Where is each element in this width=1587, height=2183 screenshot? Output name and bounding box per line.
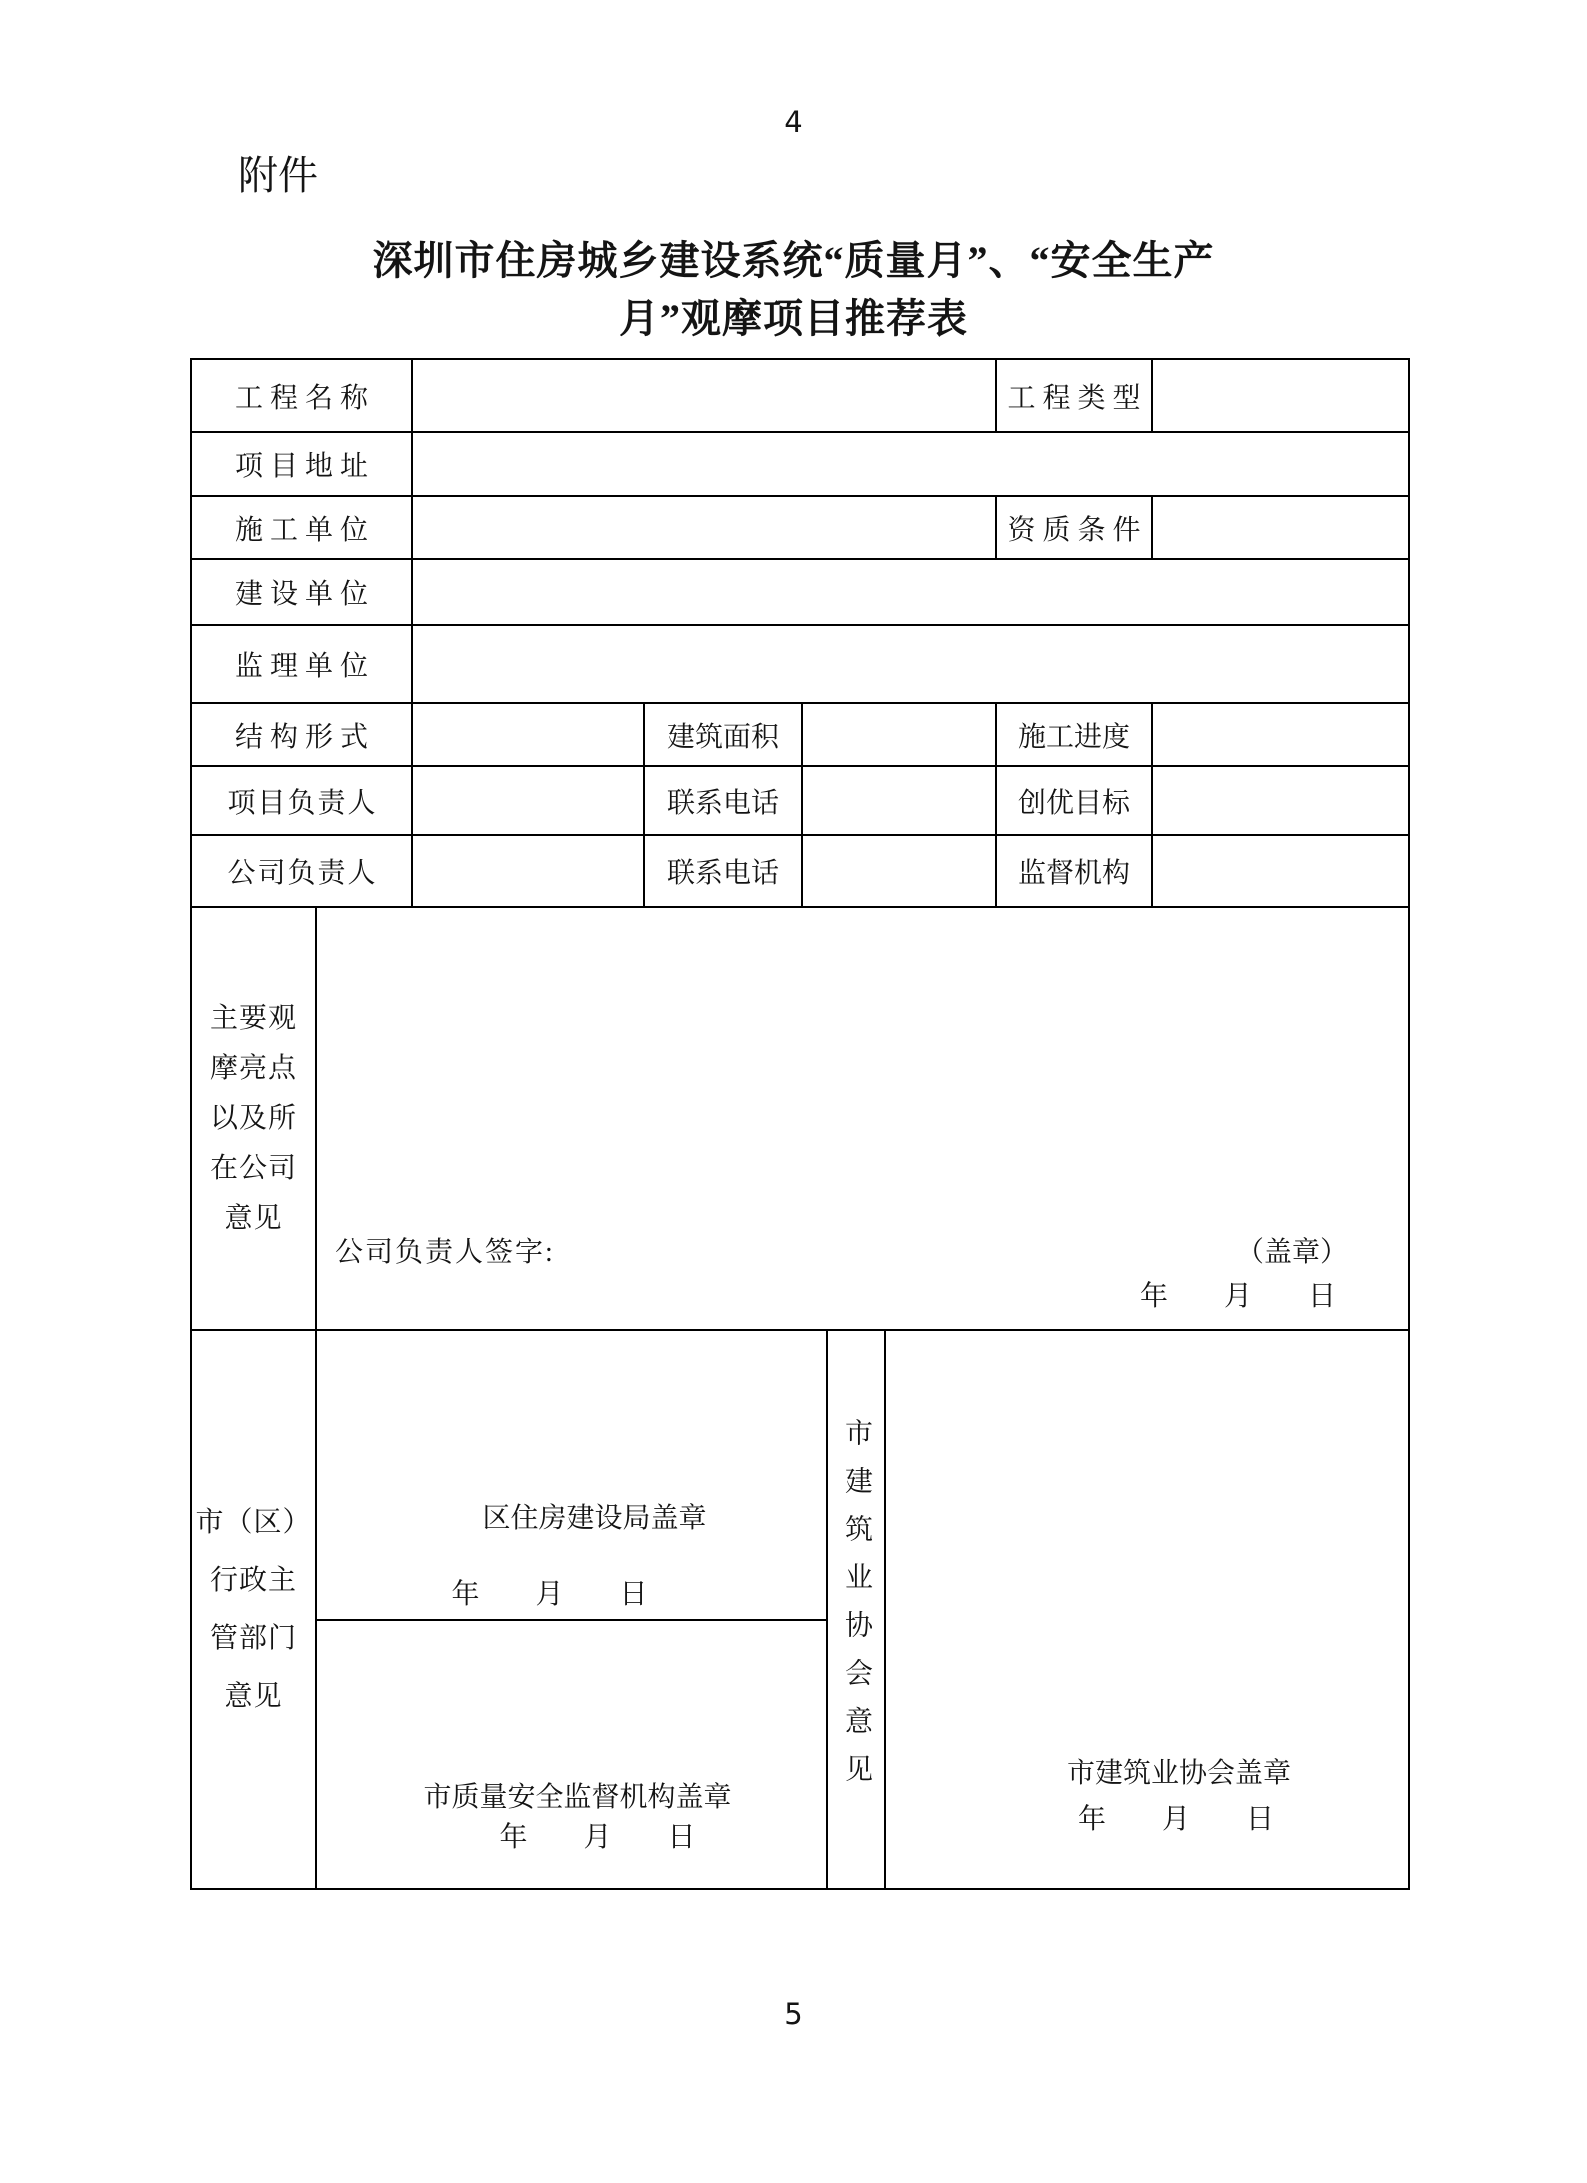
admin-dept-opinion-label: 市（区） 行政主 管部门 意见	[192, 1331, 317, 1888]
district-bureau-opinion-cell[interactable]	[317, 1331, 826, 1621]
highlights-label: 主要观 摩亮点 以及所 在公司 意见	[192, 908, 317, 1331]
document-title-line1: 深圳市住房城乡建设系统“质量月”、“安全生产	[372, 238, 1215, 283]
project-leader-label: 项目负责人	[192, 767, 413, 836]
attachment-label: 附件	[238, 154, 318, 198]
qualification-value-cell[interactable]	[1153, 497, 1408, 560]
project-name-value-cell[interactable]	[413, 360, 997, 433]
supervision-unit-label: 监理单位	[192, 626, 413, 704]
supervisory-agency-value-cell[interactable]	[1153, 836, 1408, 908]
row-highlights	[192, 908, 1408, 1331]
construction-unit-value-cell[interactable]	[413, 497, 997, 560]
development-unit-label: 建设单位	[192, 560, 413, 626]
development-unit-value-cell[interactable]	[413, 560, 1408, 626]
document-title	[0, 232, 1587, 348]
row-development-unit	[192, 560, 1408, 626]
project-type-value-cell[interactable]	[1153, 360, 1408, 433]
quality-agency-opinion-cell[interactable]	[317, 1621, 826, 1888]
company-leader-label: 公司负责人	[192, 836, 413, 908]
supervisory-agency-label: 监督机构	[997, 836, 1153, 908]
company-seal-hint: （盖章）	[1235, 1237, 1348, 1268]
excellence-goal-label: 创优目标	[997, 767, 1153, 836]
page-number-top: 4	[784, 105, 803, 139]
contact-phone-2-label: 联系电话	[645, 836, 803, 908]
association-opinion-cell[interactable]	[886, 1331, 1408, 1888]
association-opinion-vertical-label: 市建筑业协会意见	[841, 1417, 872, 1802]
row-structure-type	[192, 704, 1408, 767]
construction-progress-value-cell[interactable]	[1153, 704, 1408, 767]
association-opinion-label-cell	[828, 1331, 886, 1888]
excellence-goal-value-cell[interactable]	[1153, 767, 1408, 836]
admin-dept-opinion-cells	[317, 1331, 828, 1888]
contact-phone-1-value-cell[interactable]	[803, 767, 997, 836]
contact-phone-2-value-cell[interactable]	[803, 836, 997, 908]
project-name-label: 工程名称	[192, 360, 413, 433]
association-date-placeholder: 年 月 日	[1077, 1804, 1274, 1835]
project-address-value-cell[interactable]	[413, 433, 1408, 497]
company-date-placeholder: 年 月 日	[1139, 1281, 1336, 1312]
row-project-name	[192, 360, 1408, 433]
row-construction-unit	[192, 497, 1408, 560]
project-leader-value-cell[interactable]	[413, 767, 645, 836]
supervision-unit-value-cell[interactable]	[413, 626, 1408, 704]
contact-phone-1-label: 联系电话	[645, 767, 803, 836]
district-bureau-date-placeholder: 年 月 日	[451, 1579, 648, 1610]
association-seal-label: 市建筑业协会盖章	[1066, 1758, 1291, 1789]
quality-agency-date-placeholder: 年 月 日	[499, 1822, 696, 1853]
page-number-bottom: 5	[784, 1997, 803, 2031]
company-leader-value-cell[interactable]	[413, 836, 645, 908]
building-area-value-cell[interactable]	[803, 704, 997, 767]
row-supervision-unit	[192, 626, 1408, 704]
structure-type-label: 结构形式	[192, 704, 413, 767]
building-area-label: 建筑面积	[645, 704, 803, 767]
district-bureau-seal-label: 区住房建设局盖章	[482, 1503, 707, 1534]
project-address-label: 项目地址	[192, 433, 413, 497]
quality-agency-seal-label: 市质量安全监督机构盖章	[423, 1782, 732, 1813]
construction-unit-label: 施工单位	[192, 497, 413, 560]
company-leader-signature-label: 公司负责人签字:	[335, 1237, 555, 1268]
highlights-content-cell[interactable]	[317, 908, 1408, 1331]
row-project-leader	[192, 767, 1408, 836]
construction-progress-label: 施工进度	[997, 704, 1153, 767]
structure-type-value-cell[interactable]	[413, 704, 645, 767]
row-company-leader	[192, 836, 1408, 908]
row-opinions	[192, 1331, 1408, 1888]
row-project-address	[192, 433, 1408, 497]
project-type-label: 工程类型	[997, 360, 1153, 433]
recommendation-form-table	[190, 358, 1410, 1890]
qualification-label: 资质条件	[997, 497, 1153, 560]
document-title-line2: 月”观摩项目推荐表	[619, 296, 968, 341]
